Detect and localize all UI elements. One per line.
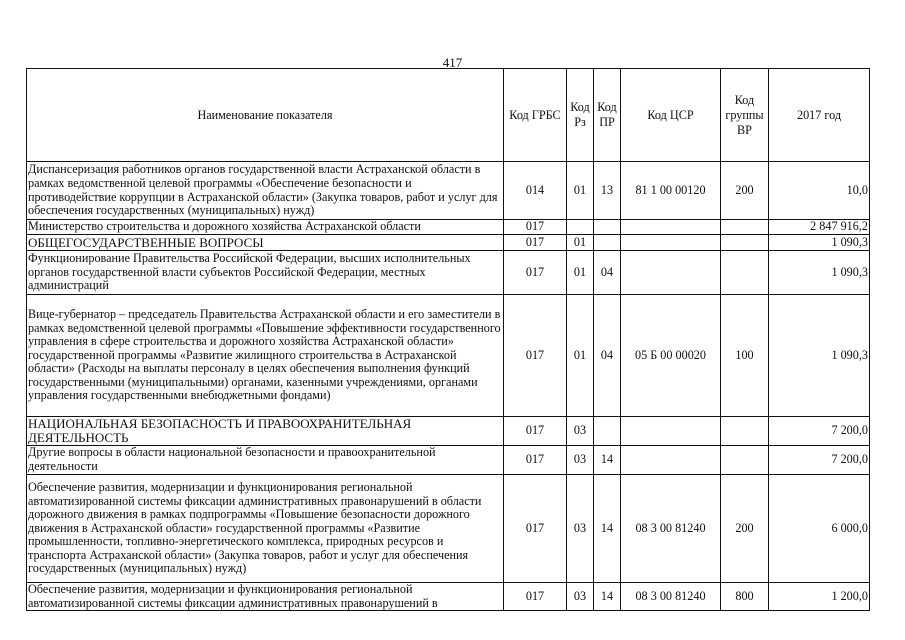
row-rz: 01 xyxy=(567,235,594,251)
row-vr: 800 xyxy=(721,583,769,611)
row-csr xyxy=(621,446,721,475)
row-amount: 1 200,0 xyxy=(769,583,870,611)
row-vr xyxy=(721,446,769,475)
row-name: ОБЩЕГОСУДАРСТВЕННЫЕ ВОПРОСЫ xyxy=(27,235,504,251)
row-vr: 200 xyxy=(721,162,769,220)
row-pr xyxy=(594,235,621,251)
row-rz: 03 xyxy=(567,446,594,475)
row-name: Обеспечение развития, модернизации и функционирования региональной автоматизированной системы фиксации административных правонарушений в области дорожного движения в рамках подпрограммы «Повышение безопасности дорожного движения в Астраханской области» государственной программы «Развитие промышленности, топливно-энергетического комплекса, природных ресурсов и транспорта Астраханской области» (Закупка товаров, работ и услуг для обеспечения государственных (муниципальных) нужд) xyxy=(27,475,504,583)
header-vr: Код группы ВР xyxy=(721,69,769,162)
table-row xyxy=(27,251,870,295)
table-row xyxy=(27,235,870,251)
row-pr xyxy=(594,417,621,446)
table-row xyxy=(27,475,870,583)
header-pr: Код ПР xyxy=(594,69,621,162)
row-amount: 7 200,0 xyxy=(769,446,870,475)
row-vr: 100 xyxy=(721,295,769,417)
row-csr: 05 Б 00 00020 xyxy=(621,295,721,417)
row-pr xyxy=(594,220,621,235)
row-amount: 1 090,3 xyxy=(769,235,870,251)
row-vr xyxy=(721,235,769,251)
row-rz xyxy=(567,220,594,235)
row-rz: 01 xyxy=(567,295,594,417)
row-csr: 81 1 00 00120 xyxy=(621,162,721,220)
row-vr xyxy=(721,220,769,235)
table-row xyxy=(27,583,870,611)
row-amount: 10,0 xyxy=(769,162,870,220)
header-csr: Код ЦСР xyxy=(621,69,721,162)
row-grbs: 014 xyxy=(504,162,567,220)
row-name: Обеспечение развития, модернизации и функционирования региональной автоматизированной системы фиксации административных правонарушений в xyxy=(27,583,504,611)
row-grbs: 017 xyxy=(504,251,567,295)
row-name: Функционирование Правительства Российской Федерации, высших исполнительных органов государственной власти субъектов Российской Федерации, местных администраций xyxy=(27,251,504,295)
row-rz: 01 xyxy=(567,162,594,220)
row-grbs: 017 xyxy=(504,583,567,611)
table-row xyxy=(27,295,870,417)
row-csr xyxy=(621,235,721,251)
row-vr xyxy=(721,417,769,446)
row-amount: 6 000,0 xyxy=(769,475,870,583)
row-amount: 7 200,0 xyxy=(769,417,870,446)
header-rz: Код Рз xyxy=(567,69,594,162)
row-grbs: 017 xyxy=(504,295,567,417)
row-name: НАЦИОНАЛЬНАЯ БЕЗОПАСНОСТЬ И ПРАВООХРАНИТЕЛЬНАЯ ДЕЯТЕЛЬНОСТЬ xyxy=(27,417,504,446)
budget-table xyxy=(26,68,870,611)
row-name: Другие вопросы в области национальной безопасности и правоохранительной деятельности xyxy=(27,446,504,475)
row-rz: 01 xyxy=(567,251,594,295)
row-csr: 08 3 00 81240 xyxy=(621,475,721,583)
header-name: Наименование показателя xyxy=(27,69,504,162)
row-pr: 14 xyxy=(594,446,621,475)
table-row xyxy=(27,446,870,475)
row-rz: 03 xyxy=(567,475,594,583)
page-number: 417 xyxy=(442,55,463,70)
table-row xyxy=(27,162,870,220)
row-grbs: 017 xyxy=(504,417,567,446)
row-pr: 14 xyxy=(594,583,621,611)
row-csr xyxy=(621,417,721,446)
row-pr: 14 xyxy=(594,475,621,583)
row-rz: 03 xyxy=(567,417,594,446)
row-vr xyxy=(721,251,769,295)
row-name: Министерство строительства и дорожного хозяйства Астраханской области xyxy=(27,220,504,235)
table-row xyxy=(27,220,870,235)
row-grbs: 017 xyxy=(504,475,567,583)
row-pr: 04 xyxy=(594,251,621,295)
row-pr: 13 xyxy=(594,162,621,220)
row-amount: 1 090,3 xyxy=(769,251,870,295)
header-year: 2017 год xyxy=(769,69,870,162)
header-grbs: Код ГРБС xyxy=(504,69,567,162)
row-csr: 08 3 00 81240 xyxy=(621,583,721,611)
row-vr: 200 xyxy=(721,475,769,583)
row-pr: 04 xyxy=(594,295,621,417)
row-amount: 1 090,3 xyxy=(769,295,870,417)
header-row xyxy=(27,69,870,162)
row-grbs: 017 xyxy=(504,235,567,251)
table-row xyxy=(27,417,870,446)
row-name: Диспансеризация работников органов государственной власти Астраханской области в рамках ведомственной целевой программы «Обеспечение безопасности и противодействие коррупции в Астраханской области» (Закупка товаров, работ и услуг для обеспечения государственных (муниципальных) нужд) xyxy=(27,162,504,220)
row-rz: 03 xyxy=(567,583,594,611)
row-csr xyxy=(621,251,721,295)
row-csr xyxy=(621,220,721,235)
row-grbs: 017 xyxy=(504,446,567,475)
row-amount: 2 847 916,2 xyxy=(769,220,870,235)
row-name: Вице-губернатор – председатель Правительства Астраханской области и его заместители в рамках ведомственной целевой программы «Повышение эффективности государственного управления в сфере строительства и дорожного хозяйства Астраханской области» государственной программы «Развитие жилищного строительства в Астраханской области» (Расходы на выплаты персоналу в целях обеспечения выполнения функций государственными (муниципальными) органами, казенными учреждениями, органами управления государственными внебюджетными фондами) xyxy=(27,295,504,417)
row-grbs: 017 xyxy=(504,220,567,235)
